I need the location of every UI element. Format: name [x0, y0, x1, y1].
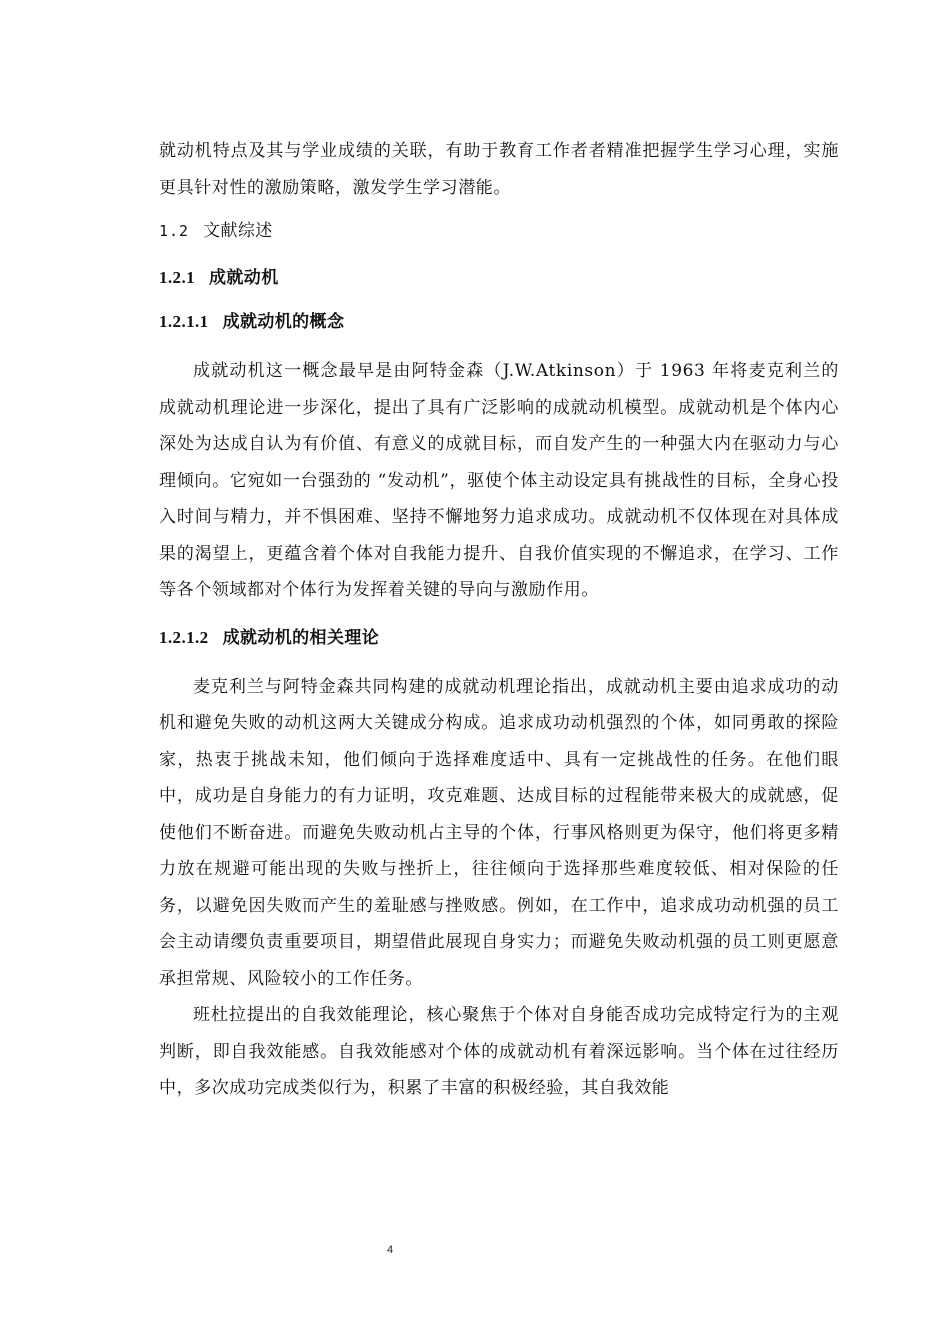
concept-paragraph: 成就动机这一概念最早是由阿特金森（J.W.Atkinson）于 1963 年将麦克利兰的成就动机理论进一步深化，提出了具有广泛影响的成就动机模型。成就动机是个体内心深处为达成自认为有价值、有意义的成就目标，而自发产生的一种强大内在驱动力与心理倾向。它宛如一台强劲的 “发动机”，驱使个体主动设定具有挑战性的目标，全身心投入时间与精力，并不惧困难、坚持不懈地努力追求成功。成就动机不仅体现在对具体成果的渴望上，更蕴含着个体对自我能力提升、自我价值实现的不懈追求，在学习、工作等各个领域都对个体行为发挥着关键的导向与激励作用。 — [159, 361, 839, 600]
section-heading-1-2-1 — [159, 266, 839, 290]
section-heading-1-2 — [159, 219, 839, 243]
theory-paragraph-2: 班杜拉提出的自我效能理论，核心聚焦于个体对自身能否成功完成特定行为的主观判断，即自我效能感。自我效能感对个体的成就动机有着深远影响。当个体在过往经历中，多次成功完成类似行为，积累了丰富的积极经验，其自我效能 — [159, 1005, 839, 1098]
intro-paragraph: 就动机特点及其与学业成绩的关联，有助于教育工作者者精准把握学生学习心理，实施更具针对性的激励策略，激发学生学习潜能。 — [159, 141, 839, 198]
section-title: 文献综述 — [203, 221, 273, 241]
page-number: 4 — [386, 1244, 394, 1256]
section-title: 成就动机 — [209, 268, 279, 288]
section-heading-1-2-1-2 — [159, 626, 839, 650]
section-number: 1.2.1 — [159, 268, 195, 287]
page-content — [159, 133, 839, 1107]
section-heading-1-2-1-1 — [159, 310, 839, 334]
section-number: 1.2.1.2 — [159, 627, 209, 647]
section-number: 1.2 — [159, 222, 190, 240]
section-title: 成就动机的相关理论 — [222, 627, 380, 648]
section-number: 1.2.1.1 — [159, 312, 209, 331]
theory-paragraph-1: 麦克利兰与阿特金森共同构建的成就动机理论指出，成就动机主要由追求成功的动机和避免失败的动机这两大关键成分构成。追求成功动机强烈的个体，如同勇敢的探险家，热衷于挑战未知，他们倾向于选择难度适中、具有一定挑战性的任务。在他们眼中，成功是自身能力的有力证明，攻克难题、达成目标的过程能带来极大的成就感，促使他们不断奋进。而避免失败动机占主导的个体，行事风格则更为保守，他们将更多精力放在规避可能出现的失败与挫折上，往往倾向于选择那些难度较低、相对保险的任务，以避免因失败而产生的羞耻感与挫败感。例如，在工作中，追求成功动机强的员工会主动请缨负责重要项目，期望借此展现自身实力；而避免失败动机强的员工则更愿意承担常规、风险较小的工作任务。 — [159, 676, 839, 989]
section-title: 成就动机的概念 — [222, 312, 345, 332]
